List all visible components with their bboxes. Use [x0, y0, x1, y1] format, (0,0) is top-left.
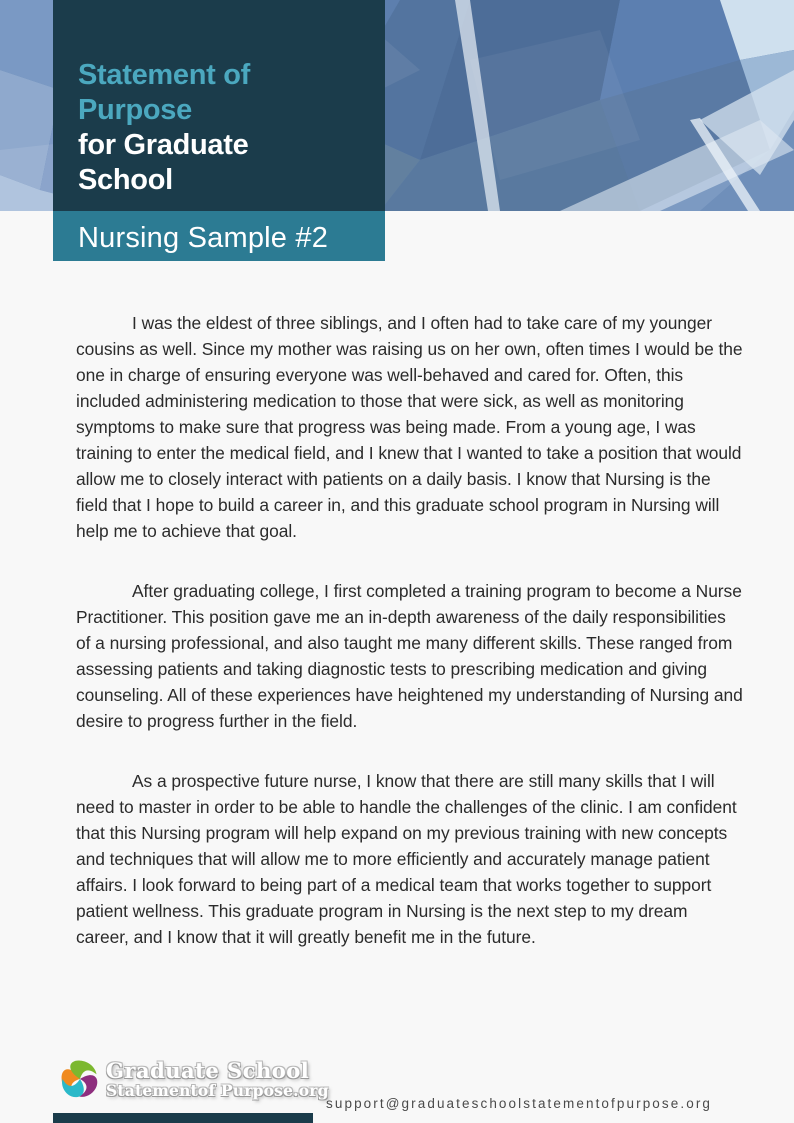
subtitle-label: Nursing Sample #2 [78, 222, 329, 254]
subtitle-bar [53, 211, 385, 261]
title-accent-line-2: Purpose [78, 94, 192, 126]
logo-subtitle: Statementof Purpose.org [106, 1080, 329, 1100]
header-banner [0, 0, 794, 211]
logo-title: Graduate School [106, 1057, 310, 1083]
title-white-line-2: School [78, 164, 173, 196]
footer [0, 1048, 794, 1123]
paragraph-2: After graduating college, I first completed a training program to become a Nurse Practitioner. This position gave me an in-depth awareness of the daily responsibilities of a nursing professional, and also taught me many different skills. These ranged from assessing patients and taking diagnostic tests to prescribing medication and giving counseling. All of these experiences have heightened my understanding of Nursing and desire to progress further in the field. [76, 581, 743, 731]
bottom-accent-bar [53, 1113, 313, 1123]
logo-wordmark [106, 1057, 329, 1100]
pinwheel-logo-icon [57, 1056, 103, 1102]
site-logo[interactable] [57, 1056, 329, 1102]
essay-body [76, 310, 744, 950]
paragraph-3: As a prospective future nurse, I know that there are still many skills that I will need to master in order to be able to handle the challenges of the clinic. I am confident that this Nursing program will help expand on my previous training with new concepts and techniques that will allow me to more efficiently and accurately manage patient affairs. I look forward to being part of a medical team that works together to support patient wellness. This graduate program in Nursing is the next step to my dream career, and I know that it will greatly benefit me in the future. [76, 771, 737, 947]
paragraph-1: I was the eldest of three siblings, and I often had to take care of my younger cousins as well. Since my mother was raising us on her own, often times I would be the one in charge of ensuring everyone was well-behaved and cared for. Often, this included administering medication to those that were sick, as well as monitoring symptoms to make sure that progress was being made. From a young age, I was training to enter the medical field, and I knew that I wanted to take a position that would allow me to closely interact with patients on a daily basis. I know that Nursing is the field that I hope to build a career in, and this graduate school program in Nursing will help me to achieve that goal. [76, 313, 743, 541]
title-box [53, 0, 385, 211]
title-accent-line-1: Statement of [78, 59, 251, 91]
title-white-line-1: for Graduate [78, 129, 249, 161]
contact-email[interactable]: support@graduateschoolstatementofpurpose.org [326, 1096, 713, 1111]
